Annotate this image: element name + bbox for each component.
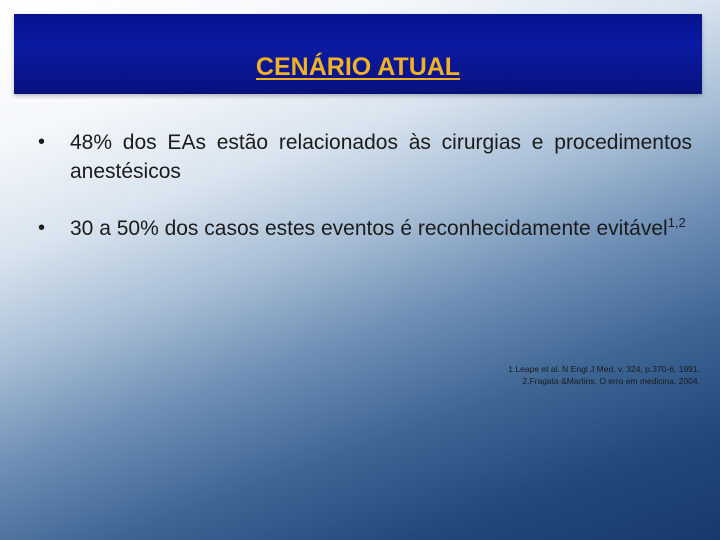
references [508,363,700,387]
bullet-dot-icon: • [38,131,46,153]
bullet-item-2 [28,214,692,243]
reference-1: 1.Leape et al. N Engl J Med, v. 324, p.370-6, 1991. [508,364,700,374]
title-divider [14,100,606,102]
reference-2: 2.Fragata &Martins. O erro em medicina, 2004. [522,376,700,386]
title-bar [14,14,702,94]
bullet-dot-icon: • [38,217,46,239]
bullet-text: 30 a 50% dos casos estes eventos é reconhecidamente evitável [70,217,668,240]
citation-superscript: 1,2 [667,215,686,230]
bullet-list [28,128,692,271]
bullet-item-1 [28,128,692,186]
slide-title: CENÁRIO ATUAL [255,53,461,81]
bullet-text: 48% dos EAs estão relacionados às cirurgias e procedimentos anestésicos [70,131,692,183]
